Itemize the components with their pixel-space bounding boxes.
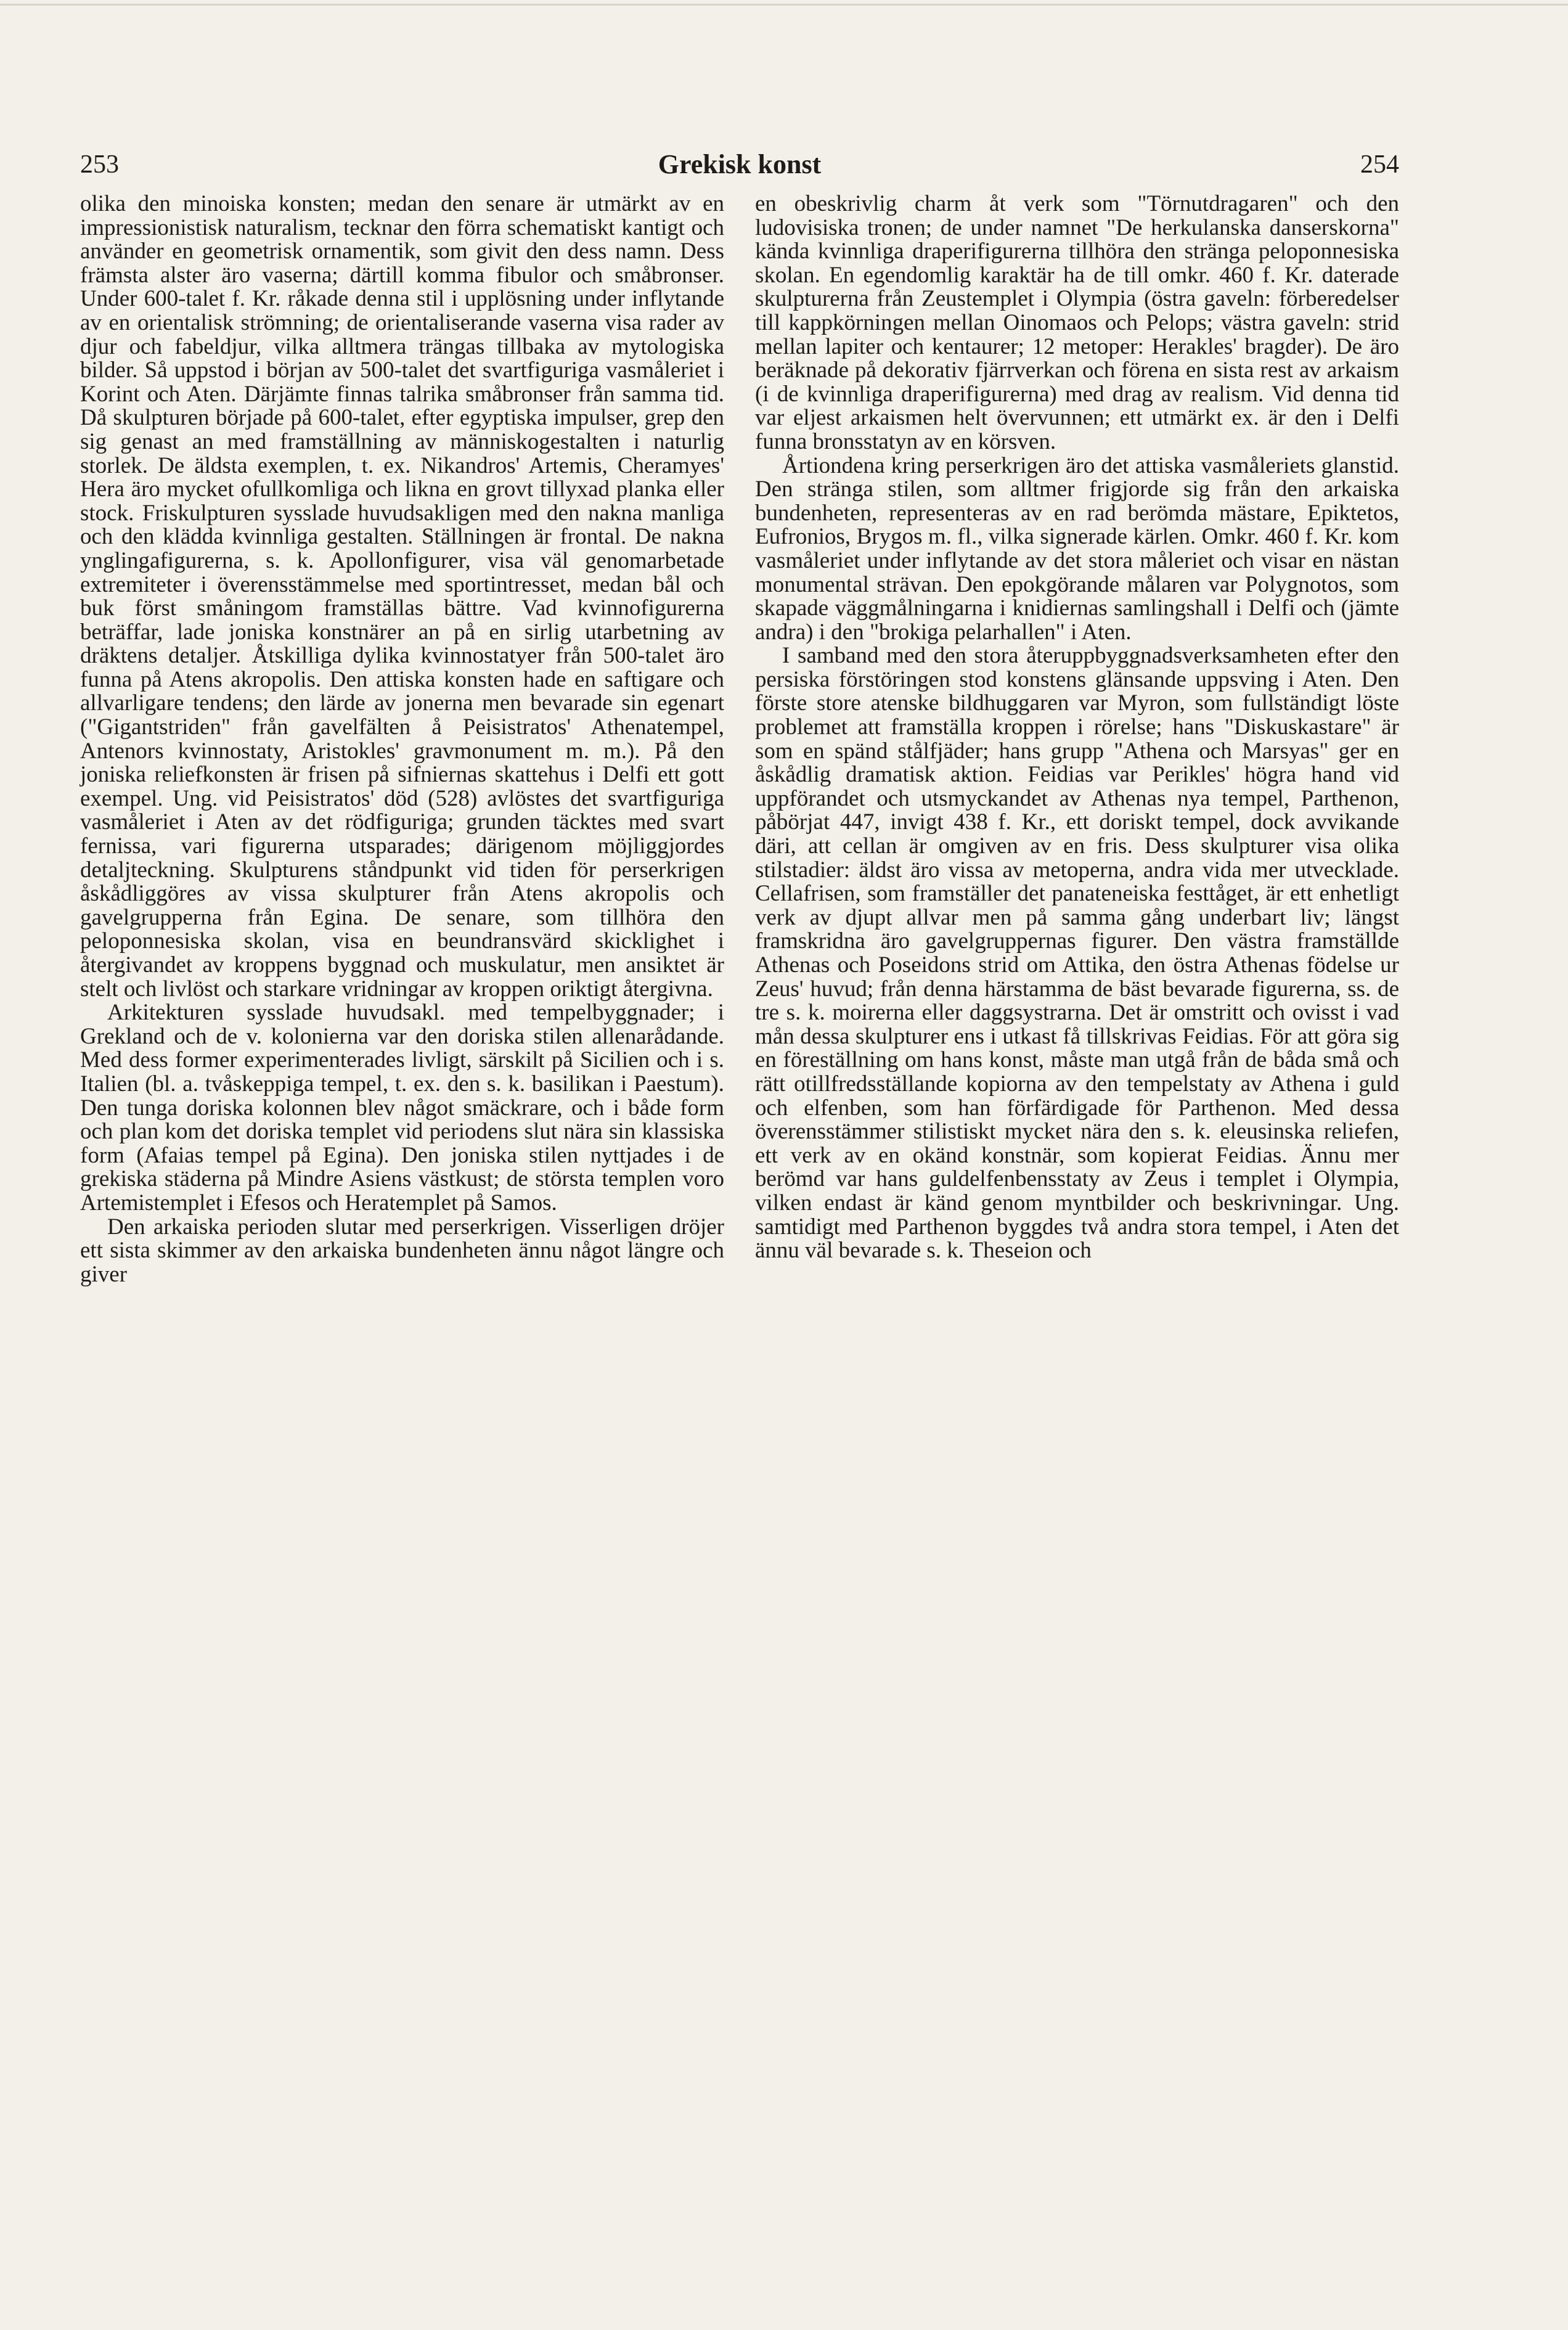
- left-column: [80, 192, 724, 1286]
- running-header: [80, 143, 1399, 186]
- paragraph: Den arkaiska perioden slutar med perserkrigen. Visserligen dröjer ett sista skimmer av den arkaiska bundenheten ännu något längre och giver: [80, 1214, 724, 1287]
- top-edge-rule: [0, 4, 1568, 6]
- page-number-left: 253: [80, 150, 119, 179]
- running-title: Grekisk konst: [658, 149, 822, 179]
- paragraph: Årtiondena kring perserkrigen äro det attiska vasmåleriets glanstid. Den stränga stilen, som alltmer frigjorde sig från den arkaiska bundenheten, representeras av en rad berömda mästare, Epiktetos, Eufronios, Brygos m. fl., vilka signerade kärlen. Omkr. 460 f. Kr. kom vasmåleriet under inflytande av det stora måleriet och visar en nästan monumental strävan. Den epokgörande målaren var Polygnotos, som skapade väggmålningarna i knidiernas samlingshall i Delfi och (jämte andra) i den "brokiga pelarhallen" i Aten.: [755, 452, 1399, 645]
- page-number-right: 254: [1360, 150, 1399, 179]
- paragraph: Arkitekturen sysslade huvudsakl. med tempelbyggnader; i Grekland och de v. kolonierna var den doriska stilen allenarådande. Med dess former experimenterades livligt, särskilt på Sicilien och i s. Italien (bl. a. tvåskeppiga tempel, t. ex. den s. k. basilikan i Paestum). Den tunga doriska kolonnen blev något smäckrare, och i både form och plan kom det doriska templet vid periodens slut nära sin klassiska form (Afaias tempel på Egina). Den joniska stilen nyttjades i de grekiska städerna på Mindre Asiens västkust; de största templen voro Artemistemplet i Efesos och Heratemplet på Samos.: [80, 1000, 724, 1216]
- paragraph: en obeskrivlig charm åt verk som "Törnutdragaren" och den ludovisiska tronen; de under namnet "De herkulanska danserskorna" kända kvinnliga draperifigurerna tillhöra den stränga peloponnesiska skolan. En egendomlig karaktär ha de till omkr. 460 f. Kr. daterade skulpturerna från Zeustemplet i Olympia (östra gaveln: förberedelser till kappkörningen mellan Oinomaos och Pelops; västra gaveln: strid mellan lapiter och kentaurer; 12 metoper: Herakles' bragder). De äro beräknade på dekorativ fjärrverkan och förena en sista rest av arkaism (i de kvinnliga draperifigurerna) med drag av realism. Vid denna tid var eljest arkaismen helt övervunnen; ett utmärkt ex. är den i Delfi funna bronsstatyn av en körsven.: [755, 191, 1399, 454]
- paragraph: I samband med den stora återuppbyggnadsverksamheten efter den persiska förstöringen stod konstens glänsande uppsving i Aten. Den förste store atenske bildhuggaren var Myron, som fullständigt löste problemet att framställa kroppen i rörelse; hans "Diskuskastare" är som en spänd stålfjäder; hans grupp "Athena och Marsyas" ger en åskådlig dramatisk aktion. Feidias var Perikles' högra hand vid uppförandet och utsmyckandet av Athenas nya tempel, Parthenon, påbörjat 447, invigt 438 f. Kr., ett doriskt tempel, dock avvikande däri, att cellan är omgiven av en fris. Dess skulpturer visa olika stilstadier: äldst äro vissa av metoperna, andra vida mer utvecklade. Cellafrisen, som framställer det panateneiska festtåget, är ett enhetligt verk av djupt allvar men på samma gång underbart liv; längst framskridna äro gavelgruppernas figurer. Den västra framställde Athenas och Poseidons strid om Attika, den östra Athenas födelse ur Zeus' huvud; från denna härstamma de bäst bevarade figurerna, ss. de tre s. k. moirerna eller daggsystrarna. Det är omstritt och ovisst i vad mån dessa skulpturer ens i utkast få tillskrivas Feidias. För att göra sig en föreställning om hans konst, måste man utgå från de båda små och rätt otillfredsställande kopiorna av den tempelstaty av Athena i guld och elfenben, som han förfärdigade för Parthenon. Med dessa överensstämmer stilistiskt mycket nära den s. k. eleusinska reliefen, ett verk av en okänd konstnär, som kopierat Feidias. Ännu mer berömd var hans guldelfenbensstaty av Zeus i templet i Olympia, vilken endast är känd genom myntbilder och beskrivningar. Ung. samtidigt med Parthenon byggdes två andra stora tempel, i Aten det ännu väl bevarade s. k. Theseion och: [755, 643, 1399, 1264]
- paragraph: olika den minoiska konsten; medan den senare är utmärkt av en impressionistisk naturalism, tecknar den förra schematiskt kantigt och använder en geometrisk ornamentik, som givit den dess namn. Dess främsta alster äro vaserna; därtill komma fibulor och småbronser. Under 600-talet f. Kr. råkade denna stil i upplösning under inflytande av en orientalisk strömning; de orientaliserande vaserna visa rader av djur och fabeldjur, vilka alltmera trängas tillbaka av mytologiska bilder. Så uppstod i början av 500-talet det svartfiguriga vasmåleriet i Korint och Aten. Därjämte finnas talrika småbronser från samma tid. Då skulpturen började på 600-talet, efter egyptiska impulser, grep den sig genast an med framställning av människogestalten i naturlig storlek. De äldsta exemplen, t. ex. Nikandros' Artemis, Cheramyes' Hera äro mycket ofullkomliga och likna en grovt tillyxad planka eller stock. Friskulpturen sysslade huvudsakligen med den nakna manliga och den klädda kvinnliga gestalten. Ställningen är frontal. De nakna ynglingafigurerna, s. k. Apollonfigurer, visa väl genomarbetade extremiteter i överensstämmelse med sportintresset, medan bål och buk först småningom framställas bättre. Vad kvinnofigurerna beträffar, lade joniska konstnärer an på en sirlig utarbetning av dräktens detaljer. Åtskilliga dylika kvinnostatyer från 500-talet äro funna på Atens akropolis. Den attiska konsten hade en saftigare och allvarligare tendens; den lärde av jonerna men bevarade sin egenart ("Gigantstriden" från gavelfälten å Peisistratos' Athenatempel, Antenors kvinnostaty, Aristokles' gravmonument m. m.). På den joniska reliefkonsten är frisen på sifniernas skattehus i Delfi ett gott exempel. Ung. vid Peisistratos' död (528) avlöstes det svartfiguriga vasmåleriet i Aten av det rödfiguriga; grunden täcktes med svart fernissa, vari figurerna utsparades; därigenom möjliggjordes detaljteckning. Skulpturens ståndpunkt vid tiden för perserkrigen åskådliggöres av vissa skulpturer från Atens akropolis och gavelgrupperna från Egina. De senare, som tillhöra den peloponnesiska skolan, visa en beundransvärd skicklighet i återgivandet av kroppens byggnad och muskulatur, men ansiktet är stelt och livlöst och starkare vridningar av kroppen oriktigt återgivna.: [80, 191, 724, 1002]
- right-column: [755, 192, 1399, 1263]
